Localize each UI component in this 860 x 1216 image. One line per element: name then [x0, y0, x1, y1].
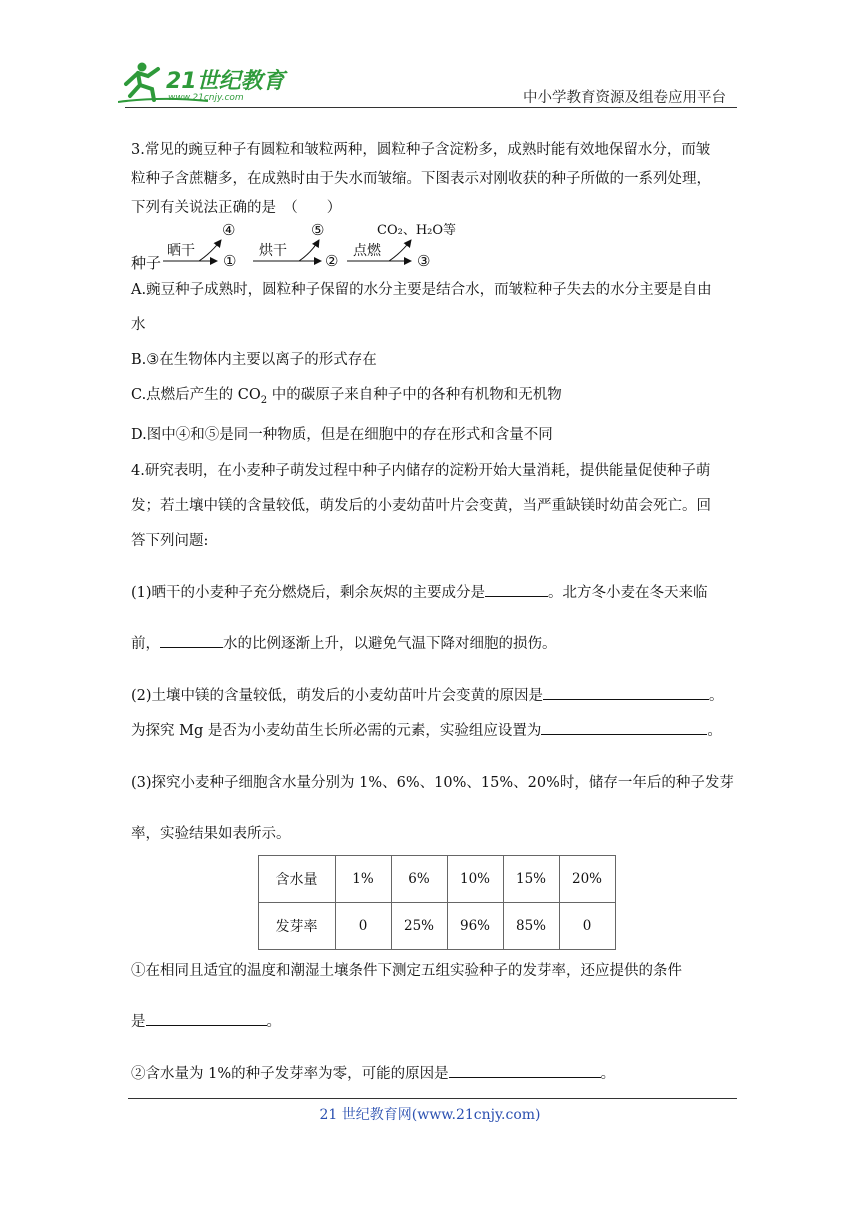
flow-output-3: ③ [417, 252, 431, 270]
option-a-line-2: 水 [131, 317, 146, 333]
q4-intro-line-1: 4.研究表明，在小麦种子萌发过程中种子内储存的淀粉开始大量消耗，提供能量促使种子萌 [131, 462, 711, 479]
platform-name: 中小学教育资源及组卷应用平台 [523, 90, 726, 106]
answer-blank[interactable] [543, 685, 709, 700]
question-3-options [131, 273, 734, 453]
question-content [131, 136, 734, 1092]
flow-step-bake: 烘干 [259, 243, 287, 259]
question-4-sub-1: ①在相同且适宜的温度和潮湿土壤条件下测定五组实验种子的发芽率，还应提供的条件 是 。 [131, 954, 734, 1040]
table-row-header: 含水量 [258, 855, 335, 902]
flow-side-co2: CO₂、H₂O等 [377, 223, 457, 238]
arrow-side-1 [199, 240, 221, 261]
arrow-side-2 [299, 240, 319, 261]
flow-output-1: ① [223, 252, 237, 270]
question-4-sub-2: ②含水量为 1%的种子发芽率为零，可能的原因是 。 [131, 1057, 734, 1092]
question-3-stem [131, 136, 734, 223]
flow-step-burn: 点燃 [353, 243, 381, 259]
arrow-side-3 [389, 240, 411, 261]
answer-blank[interactable] [485, 582, 548, 597]
answer-blank[interactable] [541, 720, 707, 735]
option-c: C.点燃后产生的 $CO_2$ 中的碳原子来自种子中的各种有机物和无机物 [131, 387, 562, 406]
flow-step-dry: 晒干 [167, 243, 195, 259]
q4-s1-line-1: ①在相同且适宜的温度和潮湿土壤条件下测定五组实验种子的发芽率，还应提供的条件 [131, 962, 682, 979]
answer-blank[interactable] [146, 1011, 267, 1026]
table-row [258, 902, 615, 949]
table-cell: 20% [559, 855, 615, 902]
table-cell: 0 [335, 902, 391, 949]
table-cell: 15% [503, 855, 559, 902]
q3-line-2: 粒种子含蔗糖多，在成熟时由于失水而皱缩。下图表示对刚收获的种子所做的一系列处理， [131, 171, 711, 187]
question-4-part-1: (1)晒干的小麦种子充分燃烧后，剩余灰烬的主要成分是 。北方冬小麦在冬天来临 前， 水的比例逐渐上升，以避免气温下降对细胞的损伤。 [131, 576, 734, 662]
table-cell: 25% [391, 902, 447, 949]
q3-line-1: 3.常见的豌豆种子有圆粒和皱粒两种，圆粒种子含淀粉多，成熟时能有效地保留水分，而皱 [131, 142, 711, 158]
svg-text:21世纪教育: 21世纪教育 [166, 69, 285, 94]
option-d: D.图中④和⑤是同一种物质，但是在细胞中的存在形式和含量不同 [131, 426, 553, 443]
table-row-header: 发芽率 [258, 902, 335, 949]
results-table-wrap [131, 855, 734, 950]
answer-blank[interactable] [449, 1063, 601, 1078]
table-row [258, 855, 615, 902]
answer-blank[interactable] [160, 633, 223, 648]
flow-seed-label: 种子 [131, 254, 162, 272]
footer-text[interactable]: 21 世纪教育网(www.21cnjy.com) [319, 1107, 541, 1123]
q4-intro-line-3: 答下列问题: [131, 532, 209, 549]
q4-intro-line-2: 发；若土壤中镁的含量较低，萌发后的小麦幼苗叶片会变黄，当严重缺镁时幼苗会死亡。回 [131, 497, 711, 514]
flow-side-5: ⑤ [311, 221, 325, 239]
results-table [258, 855, 616, 950]
q4-p3-line-1: (3)探究小麦种子细胞含水量分别为 1%、6%、10%、15%、20%时，储存一年后的种子发芽 [131, 774, 734, 791]
footer-divider [128, 1098, 737, 1099]
table-cell: 0 [559, 902, 615, 949]
table-cell: 6% [391, 855, 447, 902]
question-4-intro [131, 454, 734, 559]
question-4-part-3 [131, 766, 734, 852]
table-cell: 96% [447, 902, 503, 949]
q3-line-3: 下列有关说法正确的是 （ ） [131, 200, 342, 216]
q4-p3-line-2: 率，实验结果如表所示。 [131, 825, 291, 842]
option-b: B.③在生物体内主要以离子的形式存在 [131, 352, 377, 368]
table-cell: 85% [503, 902, 559, 949]
process-flow-diagram [131, 223, 734, 273]
flow-output-2: ② [325, 252, 339, 270]
table-cell: 1% [335, 855, 391, 902]
svg-text:www.21cnjy.com: www.21cnjy.com [168, 93, 244, 103]
table-cell: 10% [447, 855, 503, 902]
header-divider [125, 107, 737, 108]
question-4-part-2: (2)土壤中镁的含量较低，萌发后的小麦幼苗叶片会变黄的原因是 。 为探究 Mg 是否为小麦幼苗生长所必需的元素，实验组应设置为 。 [131, 679, 734, 749]
site-logo [118, 58, 288, 106]
flow-side-4: ④ [222, 221, 236, 239]
option-a-line-1: A.豌豆种子成熟时，圆粒种子保留的水分主要是结合水，而皱粒种子失去的水分主要是自由 [131, 282, 712, 298]
